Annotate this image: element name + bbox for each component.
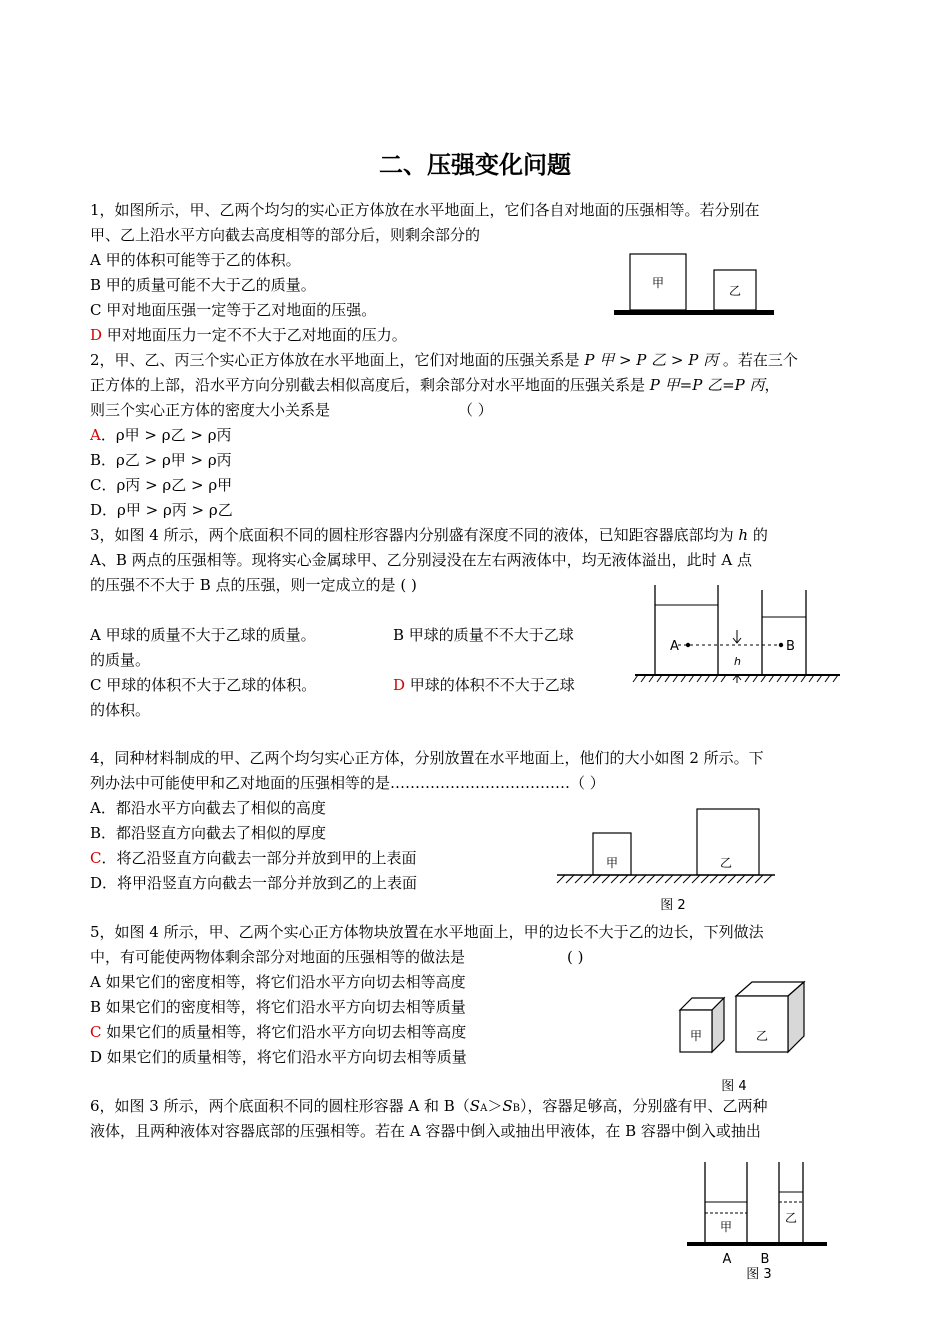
q3-option-a: A 甲球的质量不大于乙球的质量。 xyxy=(90,626,316,644)
q3-stem-line1 xyxy=(90,525,768,545)
q2-stem-line1-end: 。若在三个 xyxy=(718,351,798,369)
q3-stem-line1-end: 的 xyxy=(748,526,768,544)
q6-label-jia: 甲 xyxy=(719,1220,733,1234)
q2-option-a-text: ．ρ甲 > ρ乙 > ρ丙 xyxy=(100,426,232,444)
q4-option-c-text: ．将乙沿竖直方向截去一部分并放到甲的上表面 xyxy=(101,849,417,867)
q6-stem-line1-end: ），容器足够高，分别盛有甲、乙两种 xyxy=(519,1097,768,1115)
q1-option-d-text: 甲对地面压力一定不不大于乙对地面的压力。 xyxy=(102,326,407,344)
q3-stem-line2: A、B 两点的压强相等。现将实心金属球甲、乙分别浸没在左右两液体中，均无液体溢出，此时 A 点 xyxy=(90,551,752,569)
q4-option-c xyxy=(90,848,417,868)
q6-label-yi: 乙 xyxy=(784,1211,798,1225)
q4-option-b: B．都沿竖直方向截去了相似的厚度 xyxy=(90,824,327,842)
q3-label-b: B xyxy=(786,639,795,654)
q1-option-d xyxy=(90,325,407,345)
q2-stem-line3: 则三个实心正方体的密度大小关系是 xyxy=(90,401,331,419)
q1-option-b: B 甲的质量可能不大于乙的质量。 xyxy=(90,276,316,294)
q3-label-h: h xyxy=(734,655,741,668)
q3-option-b: B 甲球的质量不不大于乙球 xyxy=(393,626,574,644)
q4-label-yi: 乙 xyxy=(719,856,733,870)
q5-stem-line1: 5，如图 4 所示，甲、乙两个实心正方体物块放置在水平地面上，甲的边长不大于乙的边长，下列做法 xyxy=(90,923,764,941)
q3-figure xyxy=(630,585,845,695)
q5-cube-jia xyxy=(680,998,724,1052)
q3-option-b-cont: 的质量。 xyxy=(90,651,151,669)
q2-stem-line2-end: ， xyxy=(764,376,780,394)
q5-caption: 图 4 xyxy=(721,1079,747,1094)
q6-greater-than: ＞ xyxy=(487,1097,503,1115)
q2-option-a xyxy=(90,425,232,445)
q1-label-jia: 甲 xyxy=(651,276,665,290)
q5-label-yi: 乙 xyxy=(755,1029,769,1043)
q5-answer-paren: ( ) xyxy=(567,948,584,966)
q5-option-d: D 如果它们的质量相等，将它们沿水平方向切去相等质量 xyxy=(90,1048,467,1066)
q3-container-walls xyxy=(655,585,806,675)
q6-stem-line1-text: 6，如图 3 所示，两个底面积不同的圆柱形容器 A 和 B（ xyxy=(90,1097,470,1115)
q6-s-symbol: S xyxy=(469,1097,481,1115)
q5-option-a: A 如果它们的密度相等，将它们沿水平方向切去相等高度 xyxy=(90,973,466,991)
q3-h-symbol: h xyxy=(738,526,749,544)
q3-point-a xyxy=(686,643,690,647)
q5-stem-line2: 中，有可能使两物体剩余部分对地面的压强相等的做法是 xyxy=(90,948,466,966)
q4-ground-hatch xyxy=(557,875,772,883)
q3-point-b xyxy=(779,643,783,647)
q2-option-d: D．ρ甲 > ρ丙 > ρ乙 xyxy=(90,501,233,519)
q1-figure xyxy=(610,250,780,320)
q1-option-c: C 甲对地面压强一定等于乙对地面的压强。 xyxy=(90,301,377,319)
q5-cube-yi xyxy=(736,982,804,1052)
q1-ground xyxy=(614,310,774,315)
q3-arrow-up xyxy=(733,675,741,683)
q1-option-a: A 甲的体积可能等于乙的体积。 xyxy=(90,251,301,269)
q4-stem-line2: 列办法中可能使甲和乙对地面的压强相等的是………………………………（ ） xyxy=(90,774,605,792)
q2-pressure-equal: P 甲=P 乙=P 丙 xyxy=(649,376,765,394)
q4-caption: 图 2 xyxy=(660,898,686,913)
q3-arrow-down xyxy=(733,630,741,643)
q5-option-c xyxy=(90,1022,466,1042)
q5-figure xyxy=(670,978,820,1098)
q1-answer-letter: D xyxy=(90,326,103,344)
q2-option-c: C．ρ丙 > ρ乙 > ρ甲 xyxy=(90,476,233,494)
q3-option-d-cont: 的体积。 xyxy=(90,701,151,719)
q6-figure xyxy=(685,1158,830,1283)
q2-answer-letter: A xyxy=(90,426,101,444)
q2-stem-line2 xyxy=(90,375,780,395)
q1-stem-line1: 1，如图所示，甲、乙两个均匀的实心正方体放在水平地面上，它们各自对地面的压强相等。若分别在 xyxy=(90,201,760,219)
q5-answer-letter: C xyxy=(90,1023,102,1041)
q3-option-d xyxy=(393,675,575,695)
q2-pressure-relation: P 甲 > P 乙 > P 丙 xyxy=(584,351,719,369)
q2-answer-paren: （ ） xyxy=(458,401,493,419)
q6-label-a: A xyxy=(722,1252,732,1267)
q1-label-yi: 乙 xyxy=(728,284,742,298)
q4-option-d: D．将甲沿竖直方向截去一部分并放到乙的上表面 xyxy=(90,874,418,892)
q1-stem-line2: 甲、乙上沿水平方向截去高度相等的部分后，则剩余部分的 xyxy=(90,226,481,244)
q6-caption: 图 3 xyxy=(746,1267,772,1282)
q3-option-d-text: 甲球的体积不不大于乙球 xyxy=(405,676,575,694)
q3-answer-letter: D xyxy=(393,676,406,694)
q4-label-jia: 甲 xyxy=(605,856,619,870)
q6-stem-line1 xyxy=(90,1096,767,1119)
q6-subscript-a: A xyxy=(480,1103,488,1114)
q6-stem-line2: 液体，且两种液体对容器底部的压强相等。若在 A 容器中倒入或抽出甲液体，在 B 容器中倒入或抽出 xyxy=(90,1122,761,1140)
q5-option-c-text: 如果它们的质量相等，将它们沿水平方向切去相等高度 xyxy=(101,1023,467,1041)
q4-answer-letter: C xyxy=(90,849,102,867)
q2-option-b: B．ρ乙 > ρ甲 > ρ丙 xyxy=(90,451,232,469)
q5-option-b: B 如果它们的密度相等，将它们沿水平方向切去相等质量 xyxy=(90,998,466,1016)
q6-label-b: B xyxy=(760,1252,770,1267)
q6-ground xyxy=(687,1242,827,1246)
q3-option-c: C 甲球的体积不大于乙球的体积。 xyxy=(90,676,317,694)
q3-stem-line1-text: 3，如图 4 所示，两个底面积不同的圆柱形容器内分别盛有深度不同的液体，已知距容器底部均为 xyxy=(90,526,739,544)
q6-s-symbol-2: S xyxy=(502,1097,513,1115)
q2-stem-line2-text: 正方体的上部，沿水平方向分别截去相似高度后，剩余部分对水平地面的压强关系是 xyxy=(90,376,650,394)
q2-stem-line1 xyxy=(90,350,798,370)
q6-subscript-b: B xyxy=(512,1103,520,1114)
q2-stem-line1-text: 2，甲、乙、丙三个实心正方体放在水平地面上，它们对地面的压强关系是 xyxy=(90,351,585,369)
q4-stem-line1: 4，同种材料制成的甲、乙两个均匀实心正方体，分别放置在水平地面上，他们的大小如图 2 所示。下 xyxy=(90,749,764,767)
q5-label-jia: 甲 xyxy=(689,1029,703,1043)
q3-label-a: A xyxy=(670,639,679,654)
page-title: 二、压强变化问题 xyxy=(379,151,571,179)
q3-ground-hatch xyxy=(633,675,838,682)
q3-stem-line3: 的压强不不大于 B 点的压强，则一定成立的是 ( ) xyxy=(90,576,417,594)
q4-option-a: A．都沿水平方向截去了相似的高度 xyxy=(90,799,326,817)
q4-figure xyxy=(555,805,780,915)
